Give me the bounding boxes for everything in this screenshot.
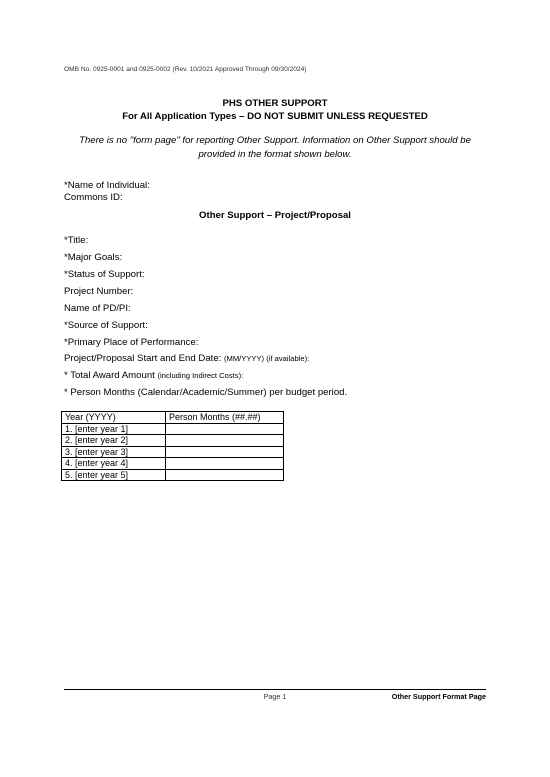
footer-divider [64,689,486,690]
source-of-support-label: *Source of Support: [64,320,148,331]
person-months-cell[interactable] [166,423,284,435]
project-dates-text: Project/Proposal Start and End Date: [64,353,222,364]
person-months-cell[interactable] [166,458,284,470]
page-number: Page 1 [263,692,287,701]
major-goals-label: *Major Goals: [64,252,123,263]
table-row [62,435,284,447]
document-header [0,97,550,123]
table-row [62,469,284,481]
table-row [62,423,284,435]
pdpi-name-label: Name of PD/PI: [64,303,131,314]
commons-id-label: Commons ID: [64,192,123,203]
status-of-support-label: *Status of Support: [64,269,145,280]
person-months-table [61,411,284,481]
year-cell: 2. [enter year 2] [62,435,166,447]
year-cell: 4. [enter year 4] [62,458,166,470]
document-subtitle: For All Application Types – DO NOT SUBMIT UNLESS REQUESTED [122,111,428,122]
table-row [62,458,284,470]
year-cell: 3. [enter year 3] [62,446,166,458]
person-months-column-header: Person Months (##.##) [166,412,284,424]
person-months-cell[interactable] [166,446,284,458]
instruction-note: There is no "form page" for reporting Other Support. Information on Other Support should be provided in the format shown below. [79,135,471,160]
total-award-hint: (including Indirect Costs): [157,371,244,380]
project-dates-hint: (MM/YYYY) (if available): [224,354,310,363]
footer-form-name: Other Support Format Page [391,692,486,701]
primary-place-label: *Primary Place of Performance: [64,337,199,348]
title-label: *Title: [64,235,89,246]
person-months-cell[interactable] [166,469,284,481]
table-header-row [62,412,284,424]
total-award-text: * Total Award Amount [64,370,155,381]
year-cell: 1. [enter year 1] [62,423,166,435]
year-column-header: Year (YYYY) [62,412,166,424]
person-months-label: * Person Months (Calendar/Academic/Summer) per budget period. [64,387,348,398]
omb-notice: OMB No. 0925-0001 and 0925-0002 (Rev. 10/2021 Approved Through 09/30/2024) [64,66,307,73]
section-title: Other Support – Project/Proposal [199,210,351,221]
name-of-individual-label: *Name of Individual: [64,180,150,191]
total-award-label [64,370,243,382]
table-row [62,446,284,458]
document-title: PHS OTHER SUPPORT [222,98,328,109]
project-dates-label [64,353,309,365]
year-cell: 5. [enter year 5] [62,469,166,481]
project-number-label: Project Number: [64,286,134,297]
person-months-cell[interactable] [166,435,284,447]
